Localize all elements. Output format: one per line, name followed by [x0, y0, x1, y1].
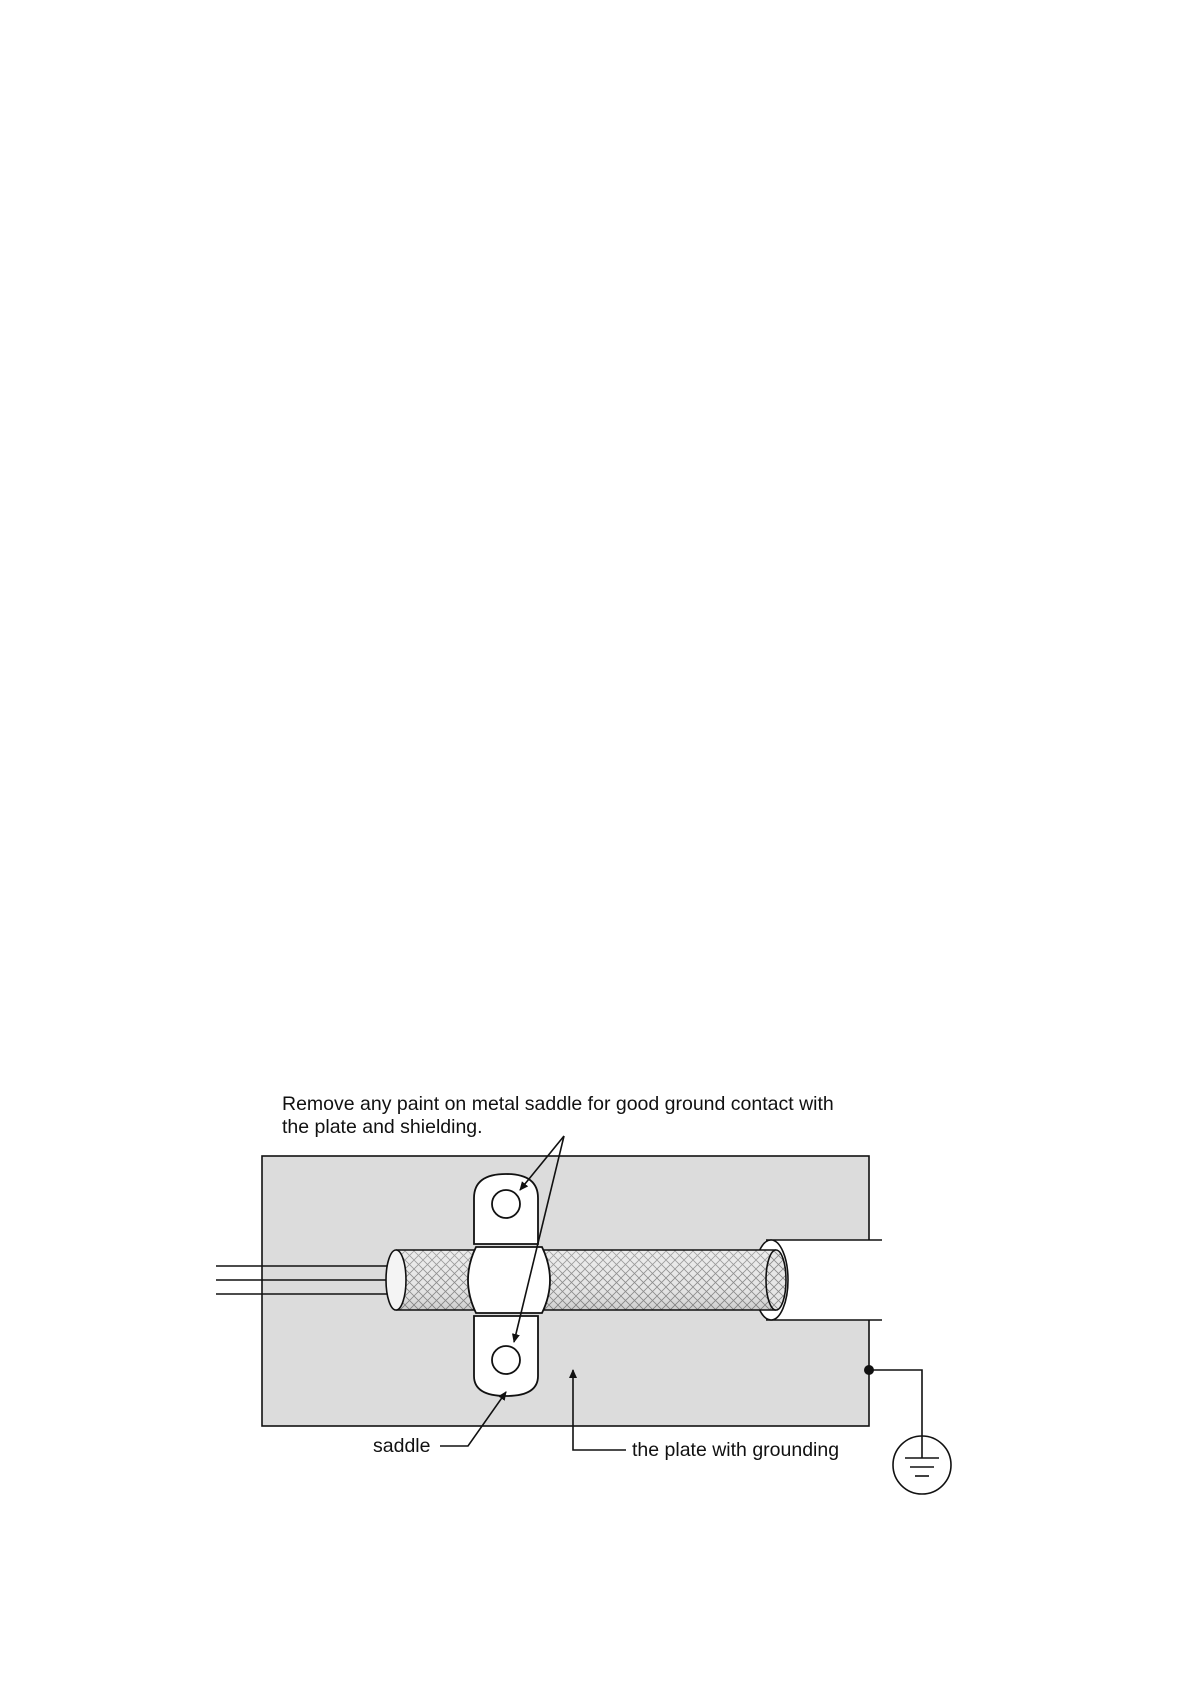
braided-cable-shield: [386, 1250, 786, 1310]
metal-saddle: [468, 1174, 550, 1396]
earth-ground-icon: [893, 1436, 951, 1494]
saddle-top-hole: [492, 1190, 520, 1218]
ground-connection: [864, 1365, 922, 1436]
plate-label: the plate with grounding: [632, 1439, 840, 1461]
saddle-label: saddle: [373, 1435, 431, 1457]
instruction-text-line1: Remove any paint on metal saddle for good ground contact with: [282, 1093, 834, 1115]
instruction-text-line2: the plate and shielding.: [282, 1116, 483, 1138]
ground-junction-dot: [864, 1365, 874, 1375]
saddle-bottom-hole: [492, 1346, 520, 1374]
